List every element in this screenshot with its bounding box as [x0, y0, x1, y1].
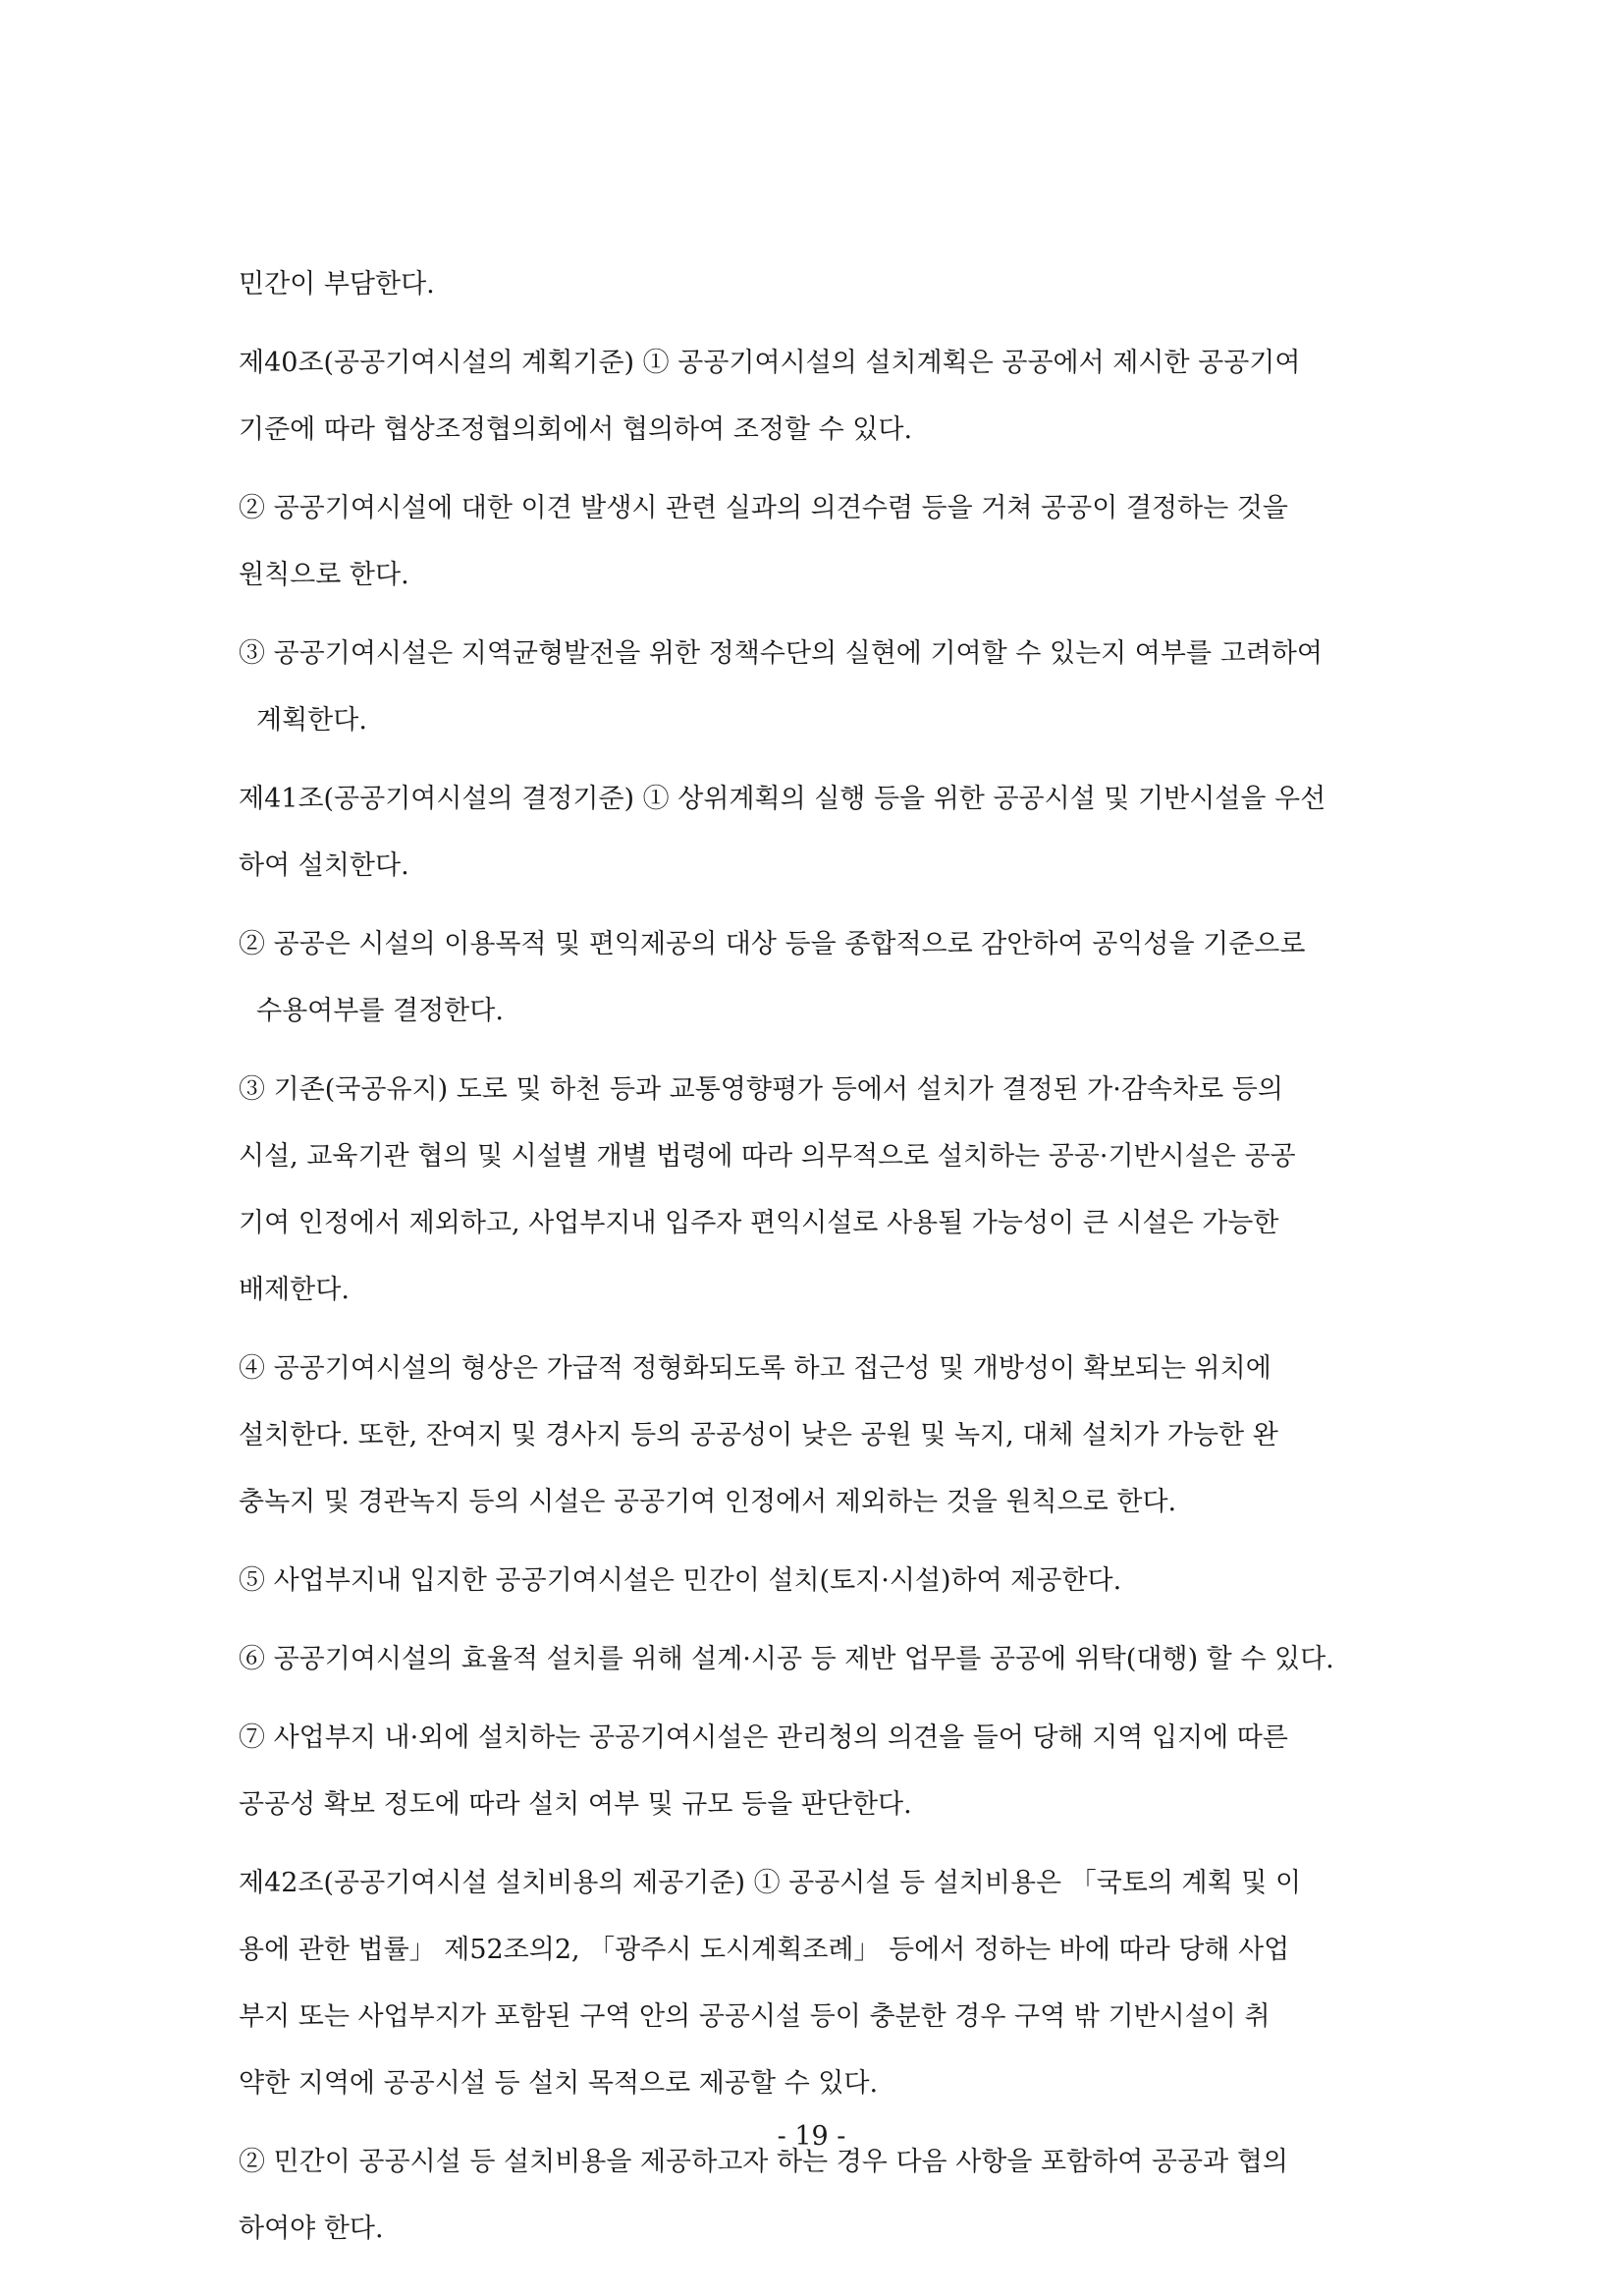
text-line: 설치한다. 또한, 잔여지 및 경사지 등의 공공성이 낮은 공원 및 녹지, 대체 설치가 가능한 완 [239, 1420, 1278, 1450]
text-line: 부지 또는 사업부지가 포함된 구역 안의 공공시설 등이 충분한 경우 구역 밖 기반시설이 취 [239, 2001, 1271, 2032]
article-41-clause-6 [239, 1626, 1466, 1693]
article-40-clause-3 [239, 621, 1466, 754]
text-line: 배제한다. [239, 1275, 350, 1305]
text-line: 기준에 따라 협상조정협의회에서 협의하여 조정할 수 있다. [239, 414, 913, 445]
text-line: 공공성 확보 정도에 따라 설치 여부 및 규모 등을 판단한다. [239, 1789, 912, 1820]
text-line: ⑦ 사업부지 내·외에 설치하는 공공기여시설은 관리청의 의견을 들어 당해 지역 입지에 따른 [239, 1722, 1288, 1753]
text-line: 제41조(공공기여시설의 결정기준) ① 상위계획의 실행 등을 위한 공공시설 및 기반시설을 우선 [239, 784, 1326, 814]
text-line: 하여 설치한다. [239, 850, 409, 881]
text-line: 용에 관한 법률」 제52조의2, 「광주시 도시계획조례」 등에서 정하는 바에 따라 당해 사업 [239, 1935, 1290, 1965]
text-line: 충녹지 및 경관녹지 등의 시설은 공공기여 인정에서 제외하는 것을 원칙으로 한다. [239, 1487, 1177, 1517]
text-line: ⑥ 공공기여시설의 효율적 설치를 위해 설계·시공 등 제반 업무를 공공에 위탁(대행) 할 수 있다. [239, 1644, 1334, 1674]
article-41-clause-1 [239, 766, 1466, 900]
text-line: 기여 인정에서 제외하고, 사업부지내 입주자 편익시설로 사용될 가능성이 큰 시설은 가능한 [239, 1208, 1279, 1238]
text-line: 제40조(공공기여시설의 계획기준) ① 공공기여시설의 설치계획은 공공에서 제시한 공공기여 [239, 348, 1301, 378]
paragraph-closing-clause [239, 251, 1466, 318]
text-line: 하여야 한다. [239, 2214, 384, 2244]
text-line: 약한 지역에 공공시설 등 설치 목적으로 제공할 수 있다. [239, 2068, 879, 2099]
text-line: 민간이 부담한다. [239, 269, 435, 300]
text-line: ② 공공기여시설에 대한 이견 발생시 관련 실과의 의견수렴 등을 거쳐 공공이 결정하는 것을 [239, 493, 1288, 523]
text-line: ② 공공은 시설의 이용목적 및 편익제공의 대상 등을 종합적으로 감안하여 공익성을 기준으로 [239, 929, 1306, 959]
body-text [239, 251, 1466, 2263]
article-41-clause-4 [239, 1336, 1466, 1536]
article-41-clause-5 [239, 1548, 1466, 1614]
article-42-clause-1 [239, 1850, 1466, 2117]
text-line: ④ 공공기여시설의 형상은 가급적 정형화되도록 하고 접근성 및 개방성이 확보되는 위치에 [239, 1353, 1271, 1384]
text-line: ③ 공공기여시설은 지역균형발전을 위한 정책수단의 실현에 기여할 수 있는지 여부를 고려하여 [239, 638, 1323, 669]
article-41-clause-2 [239, 911, 1466, 1045]
article-40-clause-1 [239, 330, 1466, 464]
text-line: 원칙으로 한다. [239, 560, 409, 590]
text-line: 제42조(공공기여시설 설치비용의 제공기준) ① 공공시설 등 설치비용은 「국토의 계획 및 이 [239, 1868, 1302, 1898]
text-line: 시설, 교육기관 협의 및 시설별 개별 법령에 따라 의무적으로 설치하는 공공·기반시설은 공공 [239, 1141, 1296, 1172]
text-line: ② 민간이 공공시설 등 설치비용을 제공하고자 하는 경우 다음 사항을 포함하여 공공과 협의 [239, 2147, 1288, 2177]
article-41-clause-3 [239, 1057, 1466, 1324]
text-line: 수용여부를 결정한다. [256, 996, 504, 1026]
text-line: ③ 기존(국공유지) 도로 및 하천 등과 교통영향평가 등에서 설치가 결정된 가·감속차로 등의 [239, 1074, 1283, 1105]
text-line: ⑤ 사업부지내 입지한 공공기여시설은 민간이 설치(토지·시설)하여 제공한다. [239, 1565, 1122, 1596]
article-40-clause-2 [239, 475, 1466, 609]
article-41-clause-7 [239, 1705, 1466, 1838]
page-number: - 19 - [777, 2121, 846, 2152]
text-line: 계획한다. [256, 705, 367, 736]
